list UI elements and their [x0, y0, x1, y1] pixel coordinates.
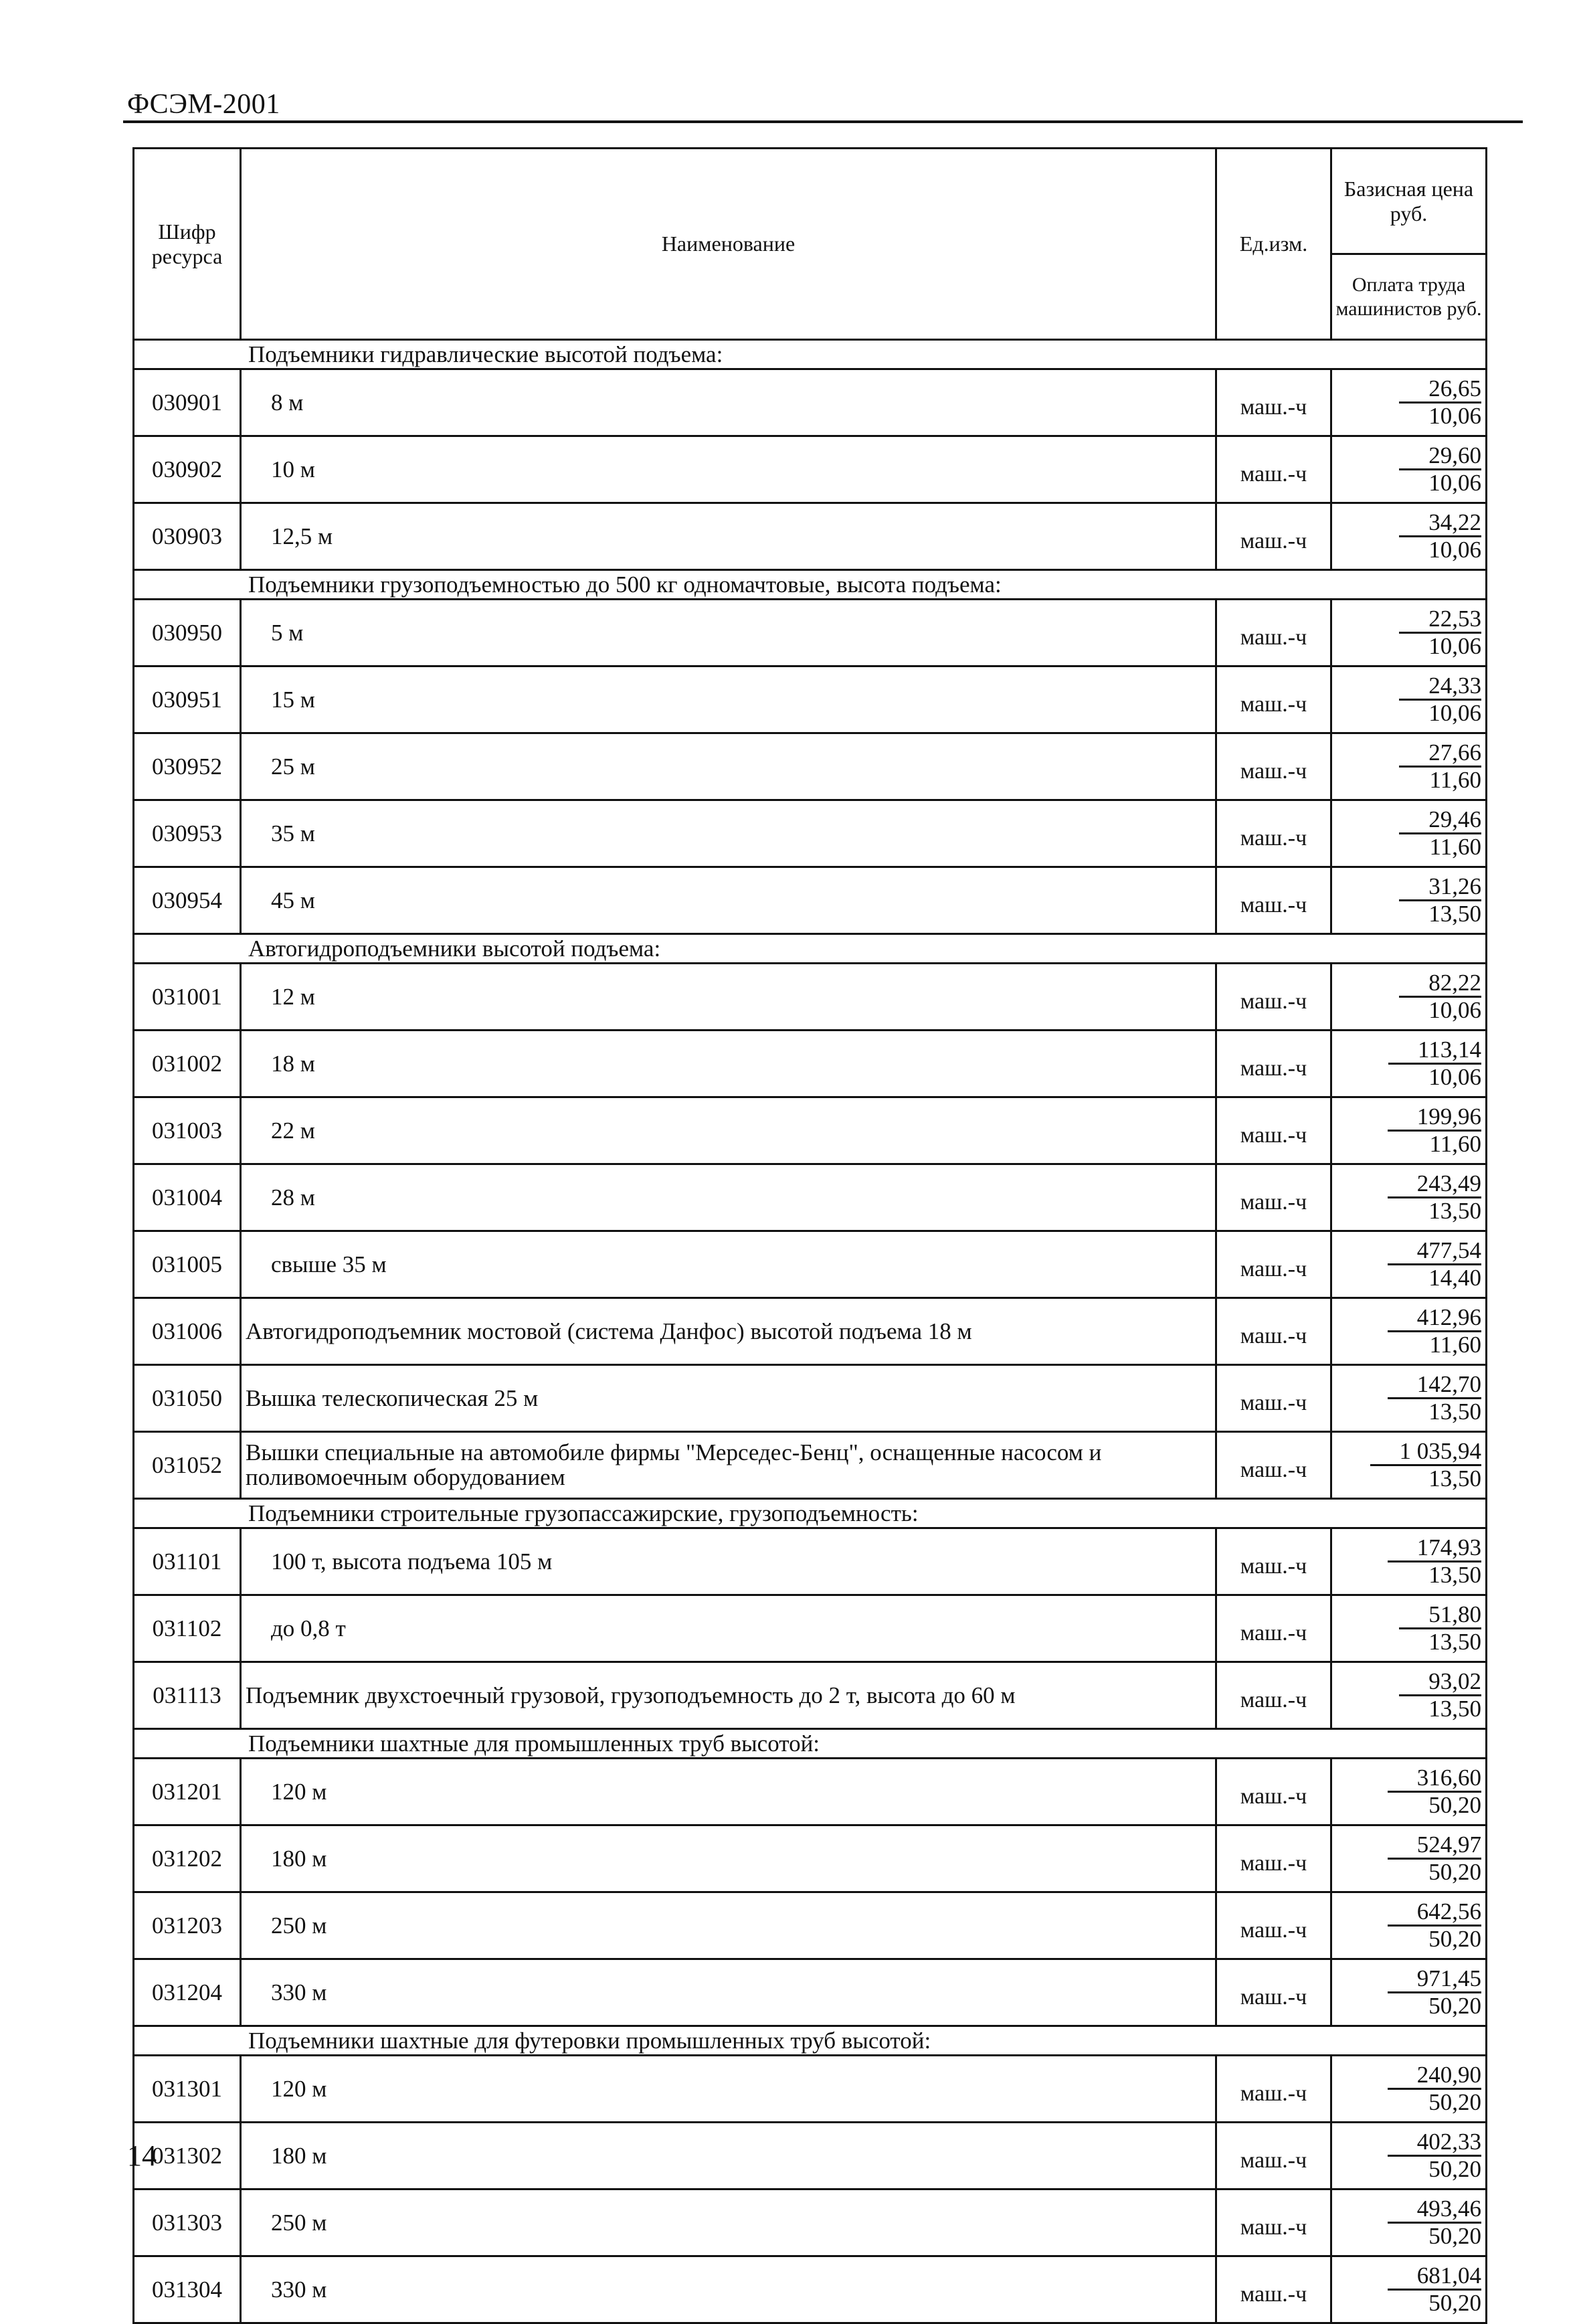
- group-row: [134, 1499, 1487, 1528]
- base-price: 681,04: [1388, 2263, 1481, 2291]
- unit-of-measure: маш.-ч: [1216, 867, 1331, 934]
- resource-code: 031303: [134, 2189, 241, 2256]
- price-cell: [1331, 733, 1487, 800]
- resource-name: Вышки специальные на автомобиле фирмы "Мерседес-Бенц", оснащенные насосом и поливомоечным оборудованием: [241, 1432, 1216, 1499]
- unit-of-measure: маш.-ч: [1216, 2189, 1331, 2256]
- table-row: [134, 1365, 1487, 1432]
- price-cell: [1331, 1759, 1487, 1825]
- table-row: [134, 1528, 1487, 1595]
- resource-name: Подъемник двухстоечный грузовой, грузоподъемность до 2 т, высота до 60 м: [241, 1662, 1216, 1729]
- resource-code: 030954: [134, 867, 241, 934]
- group-empty-cell: [1331, 570, 1487, 600]
- resource-code: 031113: [134, 1662, 241, 1729]
- table-row: [134, 1662, 1487, 1729]
- resource-code: 031204: [134, 1959, 241, 2026]
- table-row: [134, 369, 1487, 436]
- unit-of-measure: маш.-ч: [1216, 733, 1331, 800]
- resource-name: до 0,8 т: [241, 1595, 1216, 1662]
- unit-of-measure: маш.-ч: [1216, 1097, 1331, 1164]
- base-price: 412,96: [1388, 1305, 1481, 1333]
- resource-table: [132, 147, 1487, 2324]
- resource-code: 031301: [134, 2056, 241, 2123]
- price-cell: [1331, 1231, 1487, 1298]
- document-header-title: ФСЭМ-2001: [127, 89, 280, 120]
- table-row: [134, 2189, 1487, 2256]
- resource-name: 15 м: [241, 666, 1216, 733]
- operator-wage: 50,20: [1428, 2223, 1481, 2249]
- price-cell: [1331, 436, 1487, 503]
- base-price: 22,53: [1399, 606, 1481, 634]
- price-cell: [1331, 1959, 1487, 2026]
- base-price: 1 035,94: [1370, 1439, 1482, 1467]
- base-price: 240,90: [1388, 2062, 1481, 2090]
- resource-name: 8 м: [241, 369, 1216, 436]
- resource-code: 031101: [134, 1528, 241, 1595]
- price-cell: [1331, 964, 1487, 1031]
- table-row: [134, 1432, 1487, 1499]
- price-cell: [1331, 1528, 1487, 1595]
- operator-wage: 13,50: [1428, 901, 1481, 927]
- resource-code: 030901: [134, 369, 241, 436]
- unit-of-measure: маш.-ч: [1216, 2056, 1331, 2123]
- resource-code: 031102: [134, 1595, 241, 1662]
- resource-name: 25 м: [241, 733, 1216, 800]
- base-price: 24,33: [1399, 673, 1481, 701]
- group-empty-cell: [1331, 340, 1487, 369]
- group-label: Подъемники гидравлические высотой подъема:: [134, 340, 1331, 369]
- resource-name: 330 м: [241, 1959, 1216, 2026]
- group-row: [134, 340, 1487, 369]
- operator-wage: 11,60: [1429, 1131, 1481, 1157]
- group-empty-cell: [1331, 2026, 1487, 2056]
- resource-code: 031004: [134, 1164, 241, 1231]
- resource-code: 030951: [134, 666, 241, 733]
- operator-wage: 50,20: [1428, 1993, 1481, 2019]
- table-row: [134, 964, 1487, 1031]
- price-cell: [1331, 1097, 1487, 1164]
- table-row: [134, 1825, 1487, 1892]
- price-cell: [1331, 1892, 1487, 1959]
- unit-of-measure: маш.-ч: [1216, 1892, 1331, 1959]
- table-row: [134, 1892, 1487, 1959]
- operator-wage: 11,60: [1429, 767, 1481, 793]
- unit-of-measure: маш.-ч: [1216, 1759, 1331, 1825]
- price-cell: [1331, 2189, 1487, 2256]
- resource-name: 28 м: [241, 1164, 1216, 1231]
- unit-of-measure: маш.-ч: [1216, 436, 1331, 503]
- base-price: 51,80: [1399, 1602, 1481, 1630]
- group-label: Подъемники грузоподъемностью до 500 кг одномачтовые, высота подъема:: [134, 570, 1331, 600]
- table-row: [134, 2056, 1487, 2123]
- resource-code: 030950: [134, 600, 241, 666]
- group-label: Подъемники шахтные для промышленных труб высотой:: [134, 1729, 1331, 1759]
- operator-wage: 50,20: [1428, 2089, 1481, 2115]
- base-price: 243,49: [1388, 1171, 1481, 1199]
- resource-code: 031050: [134, 1365, 241, 1432]
- resource-code: 030952: [134, 733, 241, 800]
- column-header-wage: Оплата труда машинистов руб.: [1331, 254, 1487, 340]
- price-cell: [1331, 1164, 1487, 1231]
- operator-wage: 11,60: [1429, 834, 1481, 860]
- table-row: [134, 600, 1487, 666]
- unit-of-measure: маш.-ч: [1216, 666, 1331, 733]
- group-label: Автогидроподъемники высотой подъема:: [134, 934, 1331, 964]
- resource-name: Вышка телескопическая 25 м: [241, 1365, 1216, 1432]
- operator-wage: 10,06: [1428, 470, 1481, 496]
- resource-code: 030903: [134, 503, 241, 570]
- table-row: [134, 867, 1487, 934]
- price-cell: [1331, 2056, 1487, 2123]
- group-empty-cell: [1331, 1729, 1487, 1759]
- base-price: 113,14: [1388, 1037, 1481, 1065]
- resource-code: 031304: [134, 2256, 241, 2323]
- resource-code: 030953: [134, 800, 241, 867]
- operator-wage: 14,40: [1428, 1265, 1481, 1291]
- price-cell: [1331, 600, 1487, 666]
- base-price: 31,26: [1399, 874, 1481, 902]
- unit-of-measure: маш.-ч: [1216, 1528, 1331, 1595]
- price-cell: [1331, 369, 1487, 436]
- resource-code: 031001: [134, 964, 241, 1031]
- resource-name: 250 м: [241, 1892, 1216, 1959]
- price-cell: [1331, 1825, 1487, 1892]
- price-cell: [1331, 503, 1487, 570]
- price-cell: [1331, 1365, 1487, 1432]
- base-price: 93,02: [1399, 1669, 1481, 1697]
- table-row: [134, 733, 1487, 800]
- price-cell: [1331, 867, 1487, 934]
- column-header-name: Наименование: [241, 149, 1216, 340]
- resource-name: 120 м: [241, 2056, 1216, 2123]
- resource-name: 250 м: [241, 2189, 1216, 2256]
- base-price: 29,46: [1399, 807, 1481, 835]
- unit-of-measure: маш.-ч: [1216, 2256, 1331, 2323]
- group-row: [134, 2026, 1487, 2056]
- operator-wage: 13,50: [1428, 1696, 1481, 1722]
- unit-of-measure: маш.-ч: [1216, 369, 1331, 436]
- resource-name: 12 м: [241, 964, 1216, 1031]
- base-price: 34,22: [1399, 510, 1481, 538]
- unit-of-measure: маш.-ч: [1216, 1959, 1331, 2026]
- price-cell: [1331, 1298, 1487, 1365]
- resource-code: 031203: [134, 1892, 241, 1959]
- group-empty-cell: [1331, 1499, 1487, 1528]
- resource-code: 031003: [134, 1097, 241, 1164]
- group-row: [134, 1729, 1487, 1759]
- resource-name: 5 м: [241, 600, 1216, 666]
- price-cell: [1331, 2256, 1487, 2323]
- column-header-base-price: Базисная цена руб.: [1331, 149, 1487, 254]
- base-price: 174,93: [1388, 1535, 1481, 1563]
- table-body: [134, 340, 1487, 2323]
- base-price: 493,46: [1388, 2196, 1481, 2224]
- unit-of-measure: маш.-ч: [1216, 1231, 1331, 1298]
- table-row: [134, 1959, 1487, 2026]
- table-row: [134, 1097, 1487, 1164]
- operator-wage: 50,20: [1428, 1859, 1481, 1885]
- resource-code: 031201: [134, 1759, 241, 1825]
- resource-code: 031052: [134, 1432, 241, 1499]
- resource-name: 10 м: [241, 436, 1216, 503]
- operator-wage: 13,50: [1428, 1198, 1481, 1224]
- resource-name: 35 м: [241, 800, 1216, 867]
- resource-name: Автогидроподъемник мостовой (система Данфос) высотой подъема 18 м: [241, 1298, 1216, 1365]
- base-price: 142,70: [1388, 1372, 1481, 1400]
- base-price: 27,66: [1399, 740, 1481, 768]
- resource-name: 45 м: [241, 867, 1216, 934]
- base-price: 524,97: [1388, 1832, 1481, 1860]
- column-header-code: Шифр ресурса: [134, 149, 241, 340]
- table-row: [134, 800, 1487, 867]
- unit-of-measure: маш.-ч: [1216, 1164, 1331, 1231]
- header-rule: [123, 120, 1523, 123]
- operator-wage: 50,20: [1428, 2156, 1481, 2182]
- resource-name: 100 т, высота подъема 105 м: [241, 1528, 1216, 1595]
- base-price: 199,96: [1388, 1104, 1481, 1132]
- operator-wage: 13,50: [1428, 1465, 1481, 1492]
- table-row: [134, 1595, 1487, 1662]
- resource-code: 031005: [134, 1231, 241, 1298]
- operator-wage: 10,06: [1428, 997, 1481, 1023]
- price-cell: [1331, 1432, 1487, 1499]
- table-row: [134, 436, 1487, 503]
- table-row: [134, 1759, 1487, 1825]
- group-row: [134, 570, 1487, 600]
- unit-of-measure: маш.-ч: [1216, 800, 1331, 867]
- table-row: [134, 1164, 1487, 1231]
- operator-wage: 10,06: [1428, 700, 1481, 726]
- operator-wage: 13,50: [1428, 1562, 1481, 1588]
- base-price: 29,60: [1399, 443, 1481, 471]
- table-row: [134, 666, 1487, 733]
- operator-wage: 50,20: [1428, 2290, 1481, 2316]
- operator-wage: 10,06: [1428, 633, 1481, 659]
- column-header-unit: Ед.изм.: [1216, 149, 1331, 340]
- operator-wage: 10,06: [1428, 537, 1481, 563]
- base-price: 26,65: [1399, 376, 1481, 404]
- resource-name: 12,5 м: [241, 503, 1216, 570]
- table-row: [134, 503, 1487, 570]
- group-label: Подъемники строительные грузопассажирские, грузоподъемность:: [134, 1499, 1331, 1528]
- base-price: 82,22: [1399, 970, 1481, 998]
- price-cell: [1331, 800, 1487, 867]
- operator-wage: 13,50: [1428, 1399, 1481, 1425]
- operator-wage: 13,50: [1428, 1629, 1481, 1655]
- table-row: [134, 1031, 1487, 1097]
- base-price: 642,56: [1388, 1899, 1481, 1927]
- price-cell: [1331, 666, 1487, 733]
- table-row: [134, 1298, 1487, 1365]
- resource-code: 031002: [134, 1031, 241, 1097]
- operator-wage: 10,06: [1428, 1064, 1481, 1090]
- base-price: 402,33: [1388, 2129, 1481, 2157]
- table-row: [134, 1231, 1487, 1298]
- resource-name: свыше 35 м: [241, 1231, 1216, 1298]
- unit-of-measure: маш.-ч: [1216, 1662, 1331, 1729]
- unit-of-measure: маш.-ч: [1216, 1595, 1331, 1662]
- resource-name: 120 м: [241, 1759, 1216, 1825]
- price-cell: [1331, 1595, 1487, 1662]
- group-empty-cell: [1331, 934, 1487, 964]
- resource-code: 031302: [134, 2123, 241, 2189]
- unit-of-measure: маш.-ч: [1216, 1365, 1331, 1432]
- price-cell: [1331, 1031, 1487, 1097]
- base-price: 477,54: [1388, 1238, 1481, 1266]
- page-number: 14: [127, 2139, 157, 2172]
- unit-of-measure: маш.-ч: [1216, 1432, 1331, 1499]
- resource-name: 180 м: [241, 2123, 1216, 2189]
- resource-name: 22 м: [241, 1097, 1216, 1164]
- unit-of-measure: маш.-ч: [1216, 1031, 1331, 1097]
- unit-of-measure: маш.-ч: [1216, 2123, 1331, 2189]
- base-price: 971,45: [1388, 1966, 1481, 1994]
- unit-of-measure: маш.-ч: [1216, 600, 1331, 666]
- resource-code: 031006: [134, 1298, 241, 1365]
- resource-name: 180 м: [241, 1825, 1216, 1892]
- group-label: Подъемники шахтные для футеровки промышленных труб высотой:: [134, 2026, 1331, 2056]
- table-row: [134, 2256, 1487, 2323]
- operator-wage: 10,06: [1428, 403, 1481, 429]
- unit-of-measure: маш.-ч: [1216, 1298, 1331, 1365]
- resource-name: 330 м: [241, 2256, 1216, 2323]
- resource-code: 031202: [134, 1825, 241, 1892]
- price-cell: [1331, 2123, 1487, 2189]
- unit-of-measure: маш.-ч: [1216, 1825, 1331, 1892]
- resource-code: 030902: [134, 436, 241, 503]
- group-row: [134, 934, 1487, 964]
- operator-wage: 50,20: [1428, 1792, 1481, 1818]
- base-price: 316,60: [1388, 1765, 1481, 1793]
- operator-wage: 50,20: [1428, 1926, 1481, 1952]
- unit-of-measure: маш.-ч: [1216, 503, 1331, 570]
- table-row: [134, 2123, 1487, 2189]
- resource-name: 18 м: [241, 1031, 1216, 1097]
- price-cell: [1331, 1662, 1487, 1729]
- unit-of-measure: маш.-ч: [1216, 964, 1331, 1031]
- operator-wage: 11,60: [1429, 1332, 1481, 1358]
